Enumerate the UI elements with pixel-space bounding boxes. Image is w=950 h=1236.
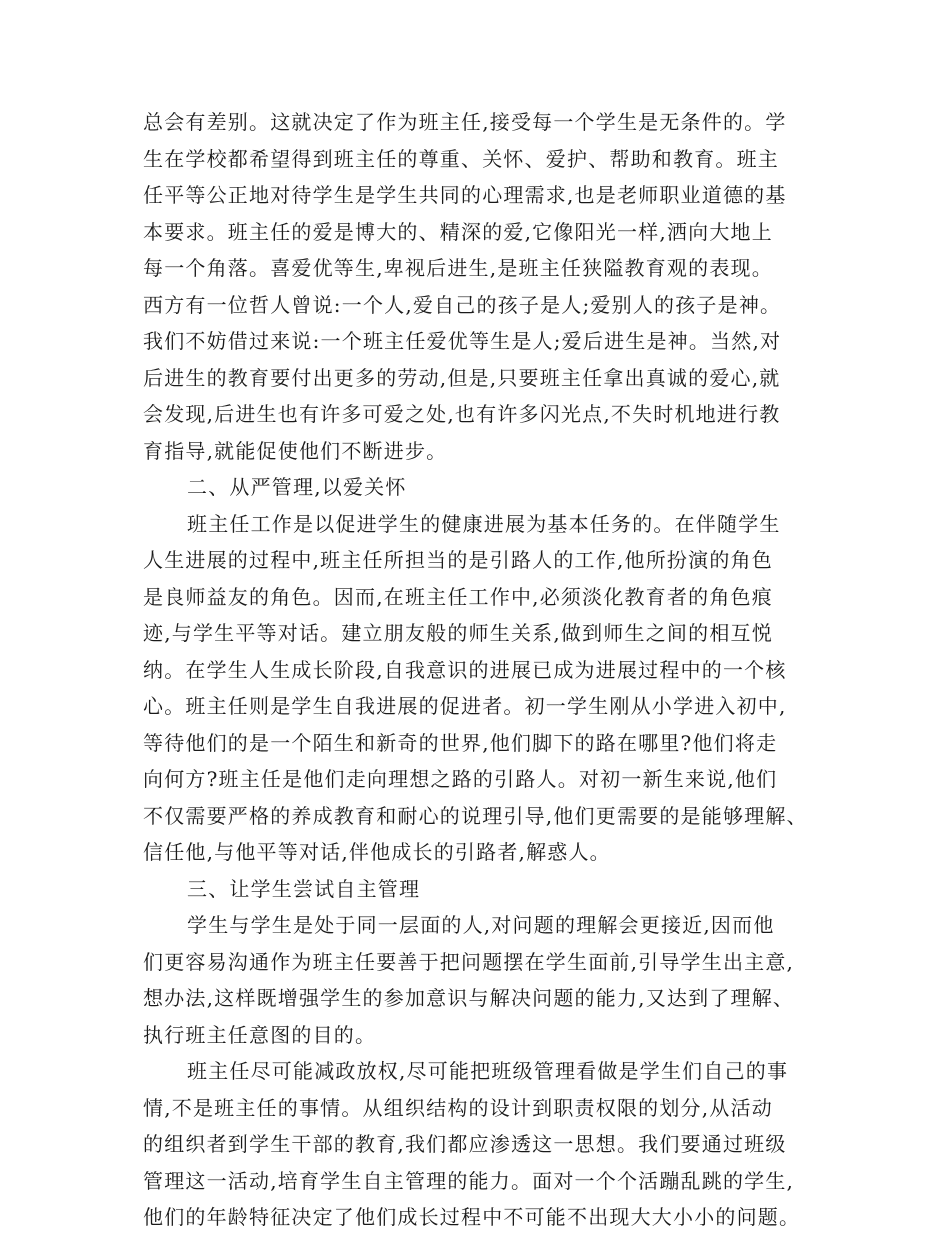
text-line: 迹,与学生平等对话。建立朋友般的师生关系,做到师生之间的相互悦 <box>143 621 773 645</box>
text-line: 管理这一活动,培育学生自主管理的能力。面对一个个活蹦乱跳的学生, <box>143 1168 795 1193</box>
text-line: 总会有差别。这就决定了作为班主任,接受每一个学生是无条件的。学 <box>143 110 787 134</box>
text-line: 西方有一位哲人曾说:一个人,爱自己的孩子是人;爱别人的孩子是神。 <box>143 292 782 317</box>
text-line: 后进生的教育要付出更多的劳动,但是,只要班主任拿出真诚的爱心,就 <box>143 365 781 390</box>
text-line: 会发现,后进生也有许多可爱之处,也有许多闪光点,不失时机地进行教 <box>143 402 781 426</box>
text-line: 任平等公正地对待学生是学生共同的心理需求,也是老师职业道德的基 <box>143 183 787 207</box>
text-line: 的组织者到学生干部的教育,我们都应渗透这一思想。我们要通过班级 <box>143 1132 787 1156</box>
text-line: 想办法,这样既增强学生的参加意识与解决问题的能力,又达到了理解、 <box>143 986 795 1010</box>
text-line: 学生与学生是处于同一层面的人,对问题的理解会更接近,因而他 <box>187 913 775 937</box>
text-line: 情,不是班主任的事情。从组织结构的设计到职责权限的划分,从活动 <box>143 1095 773 1120</box>
text-line: 是良师益友的角色。因而,在班主任工作中,必须淡化教育者的角色痕 <box>143 584 773 609</box>
text-line: 人生进展的过程中,班主任所担当的是引路人的工作,他所扮演的角色 <box>143 548 773 572</box>
text-line: 们更容易沟通作为班主任要善于把问题摆在学生面前,引导学生出主意, <box>143 949 795 974</box>
text-line: 执行班主任意图的目的。 <box>143 1022 377 1047</box>
text-line: 向何方?班主任是他们走向理想之路的引路人。对初一新生来说,他们 <box>143 767 778 791</box>
text-line: 班主任工作是以促进学生的健康进展为基本任务的。在伴随学生 <box>187 511 781 536</box>
text-line: 本要求。班主任的爱是博大的、精深的爱,它像阳光一样,洒向大地上 <box>143 219 773 244</box>
text-line: 每一个角落。喜爱优等生,卑视后进生,是班主任狭隘教育观的表现。 <box>143 256 773 280</box>
text-line: 等待他们的是一个陌生和新奇的世界,他们脚下的路在哪里?他们将走 <box>143 730 778 755</box>
text-line: 信任他,与他平等对话,伴他成长的引路者,解惑人。 <box>143 840 611 864</box>
text-line: 不仅需要严格的养成教育和耐心的说理引导,他们更需要的是能够理解、 <box>143 803 808 828</box>
text-line: 心。班主任则是学生自我进展的促进者。初一学生刚从小学进入初中, <box>143 694 787 718</box>
document-body <box>143 104 813 1236</box>
text-line: 生在学校都希望得到班主任的尊重、关怀、爱护、帮助和教育。班主 <box>143 146 779 171</box>
text-line: 他们的年龄特征决定了他们成长过程中不可能不出现大大小小的问题。 <box>143 1205 801 1229</box>
text-line: 三、让学生尝试自主管理 <box>187 876 421 901</box>
text-line: 二、从严管理,以爱关怀 <box>187 475 407 499</box>
text-line: 育指导,就能促使他们不断进步。 <box>143 438 448 463</box>
text-line: 纳。在学生人生成长阶段,自我意识的进展已成为进展过程中的一个核 <box>143 657 787 682</box>
text-line: 班主任尽可能减政放权,尽可能把班级管理看做是学生们自己的事 <box>187 1059 789 1083</box>
text-line: 我们不妨借过来说:一个班主任爱优等生是人;爱后进生是神。当然,对 <box>143 329 782 353</box>
